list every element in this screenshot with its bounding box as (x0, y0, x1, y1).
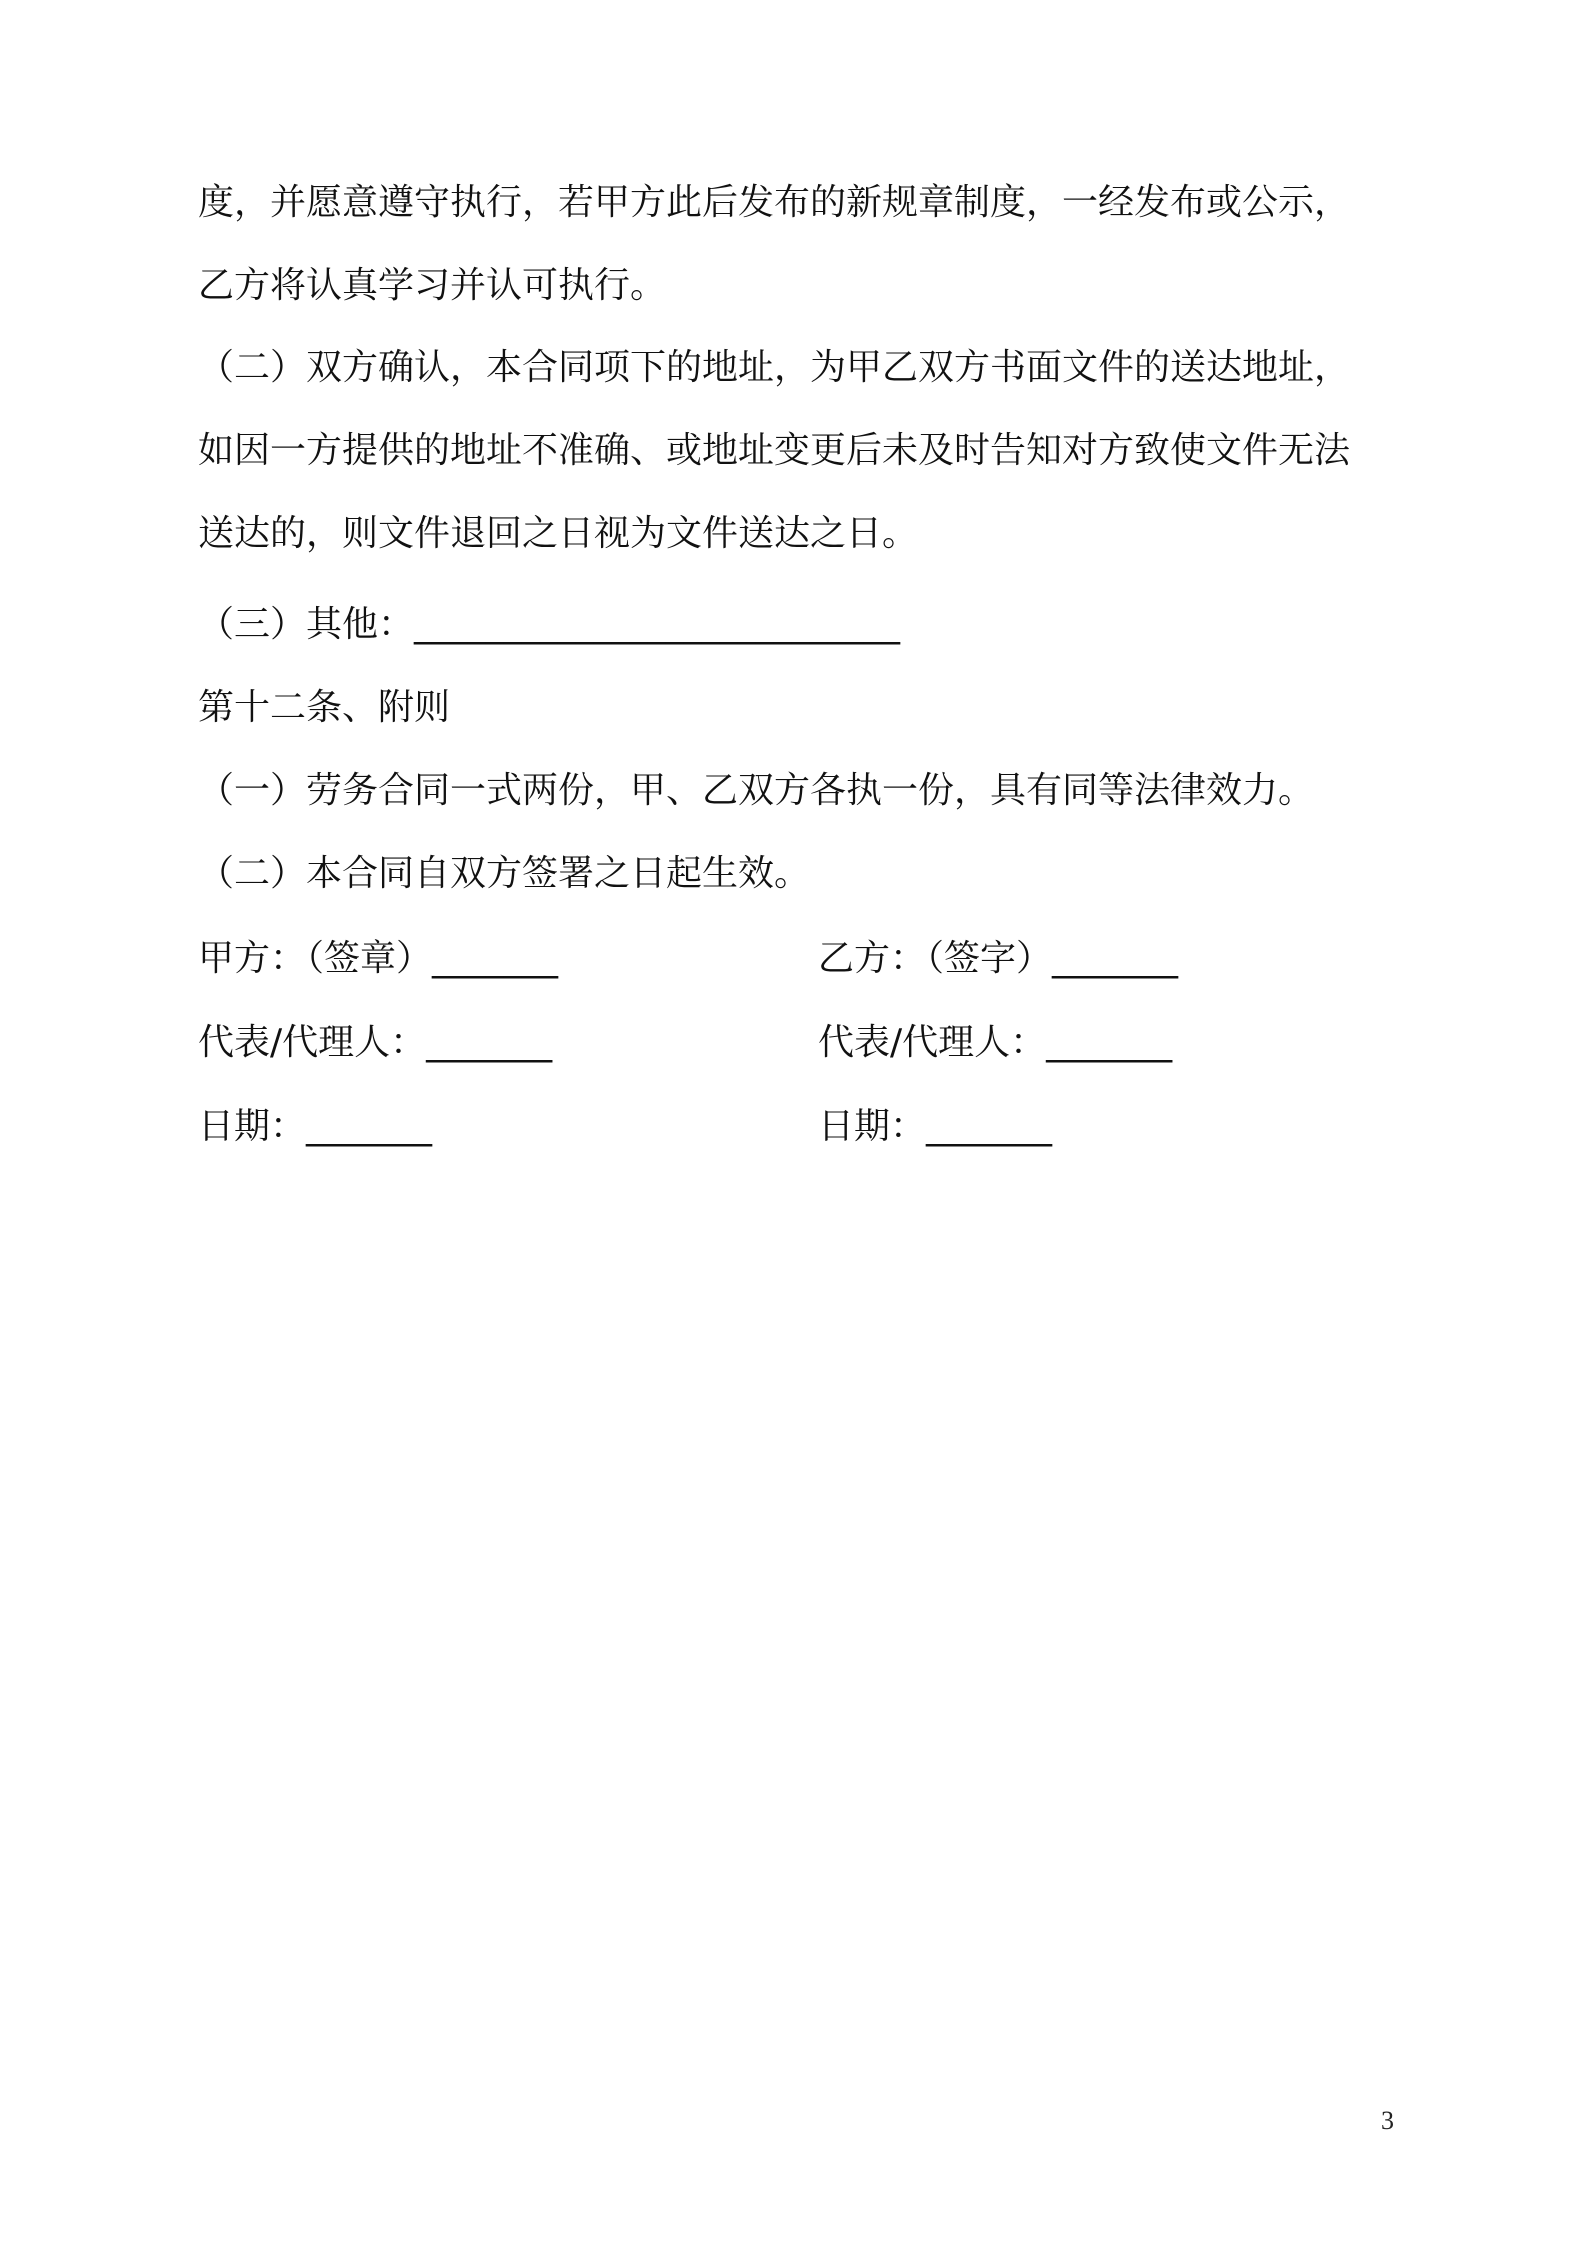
clause-text-line: 如因一方提供的地址不准确、或地址变更后未及时告知对方致使文件无法 (198, 430, 1351, 471)
clause-text-line: 乙方将认真学习并认可执行。 (198, 265, 667, 306)
article-heading: 第十二条、附则 (198, 687, 451, 728)
clause-text-line: 度，并愿意遵守执行，若甲方此后发布的新规章制度，一经发布或公示， (198, 182, 1351, 223)
party-a-seal-line: 甲方：（签章）_______ (198, 938, 559, 979)
clause-text-line: （二）双方确认，本合同项下的地址，为甲乙双方书面文件的送达地址， (198, 347, 1351, 388)
party-b-sign-line: 乙方：（签字）_______ (818, 938, 1179, 979)
page-number: 3 (1381, 2106, 1394, 2135)
party-b-date-line: 日期：_______ (818, 1106, 1053, 1147)
clause-text-line: （一）劳务合同一式两份，甲、乙双方各执一份，具有同等法律效力。 (198, 770, 1315, 811)
clause-text-line: （二）本合同自双方签署之日起生效。 (198, 853, 811, 894)
clause-text-line: 送达的，则文件退回之日视为文件送达之日。 (198, 513, 919, 554)
party-b-agent-line: 代表/代理人：_______ (818, 1022, 1173, 1063)
party-a-date-line: 日期：_______ (198, 1106, 433, 1147)
party-a-agent-line: 代表/代理人：_______ (198, 1022, 553, 1063)
other-terms-line: （三）其他：___________________________ (198, 604, 901, 645)
